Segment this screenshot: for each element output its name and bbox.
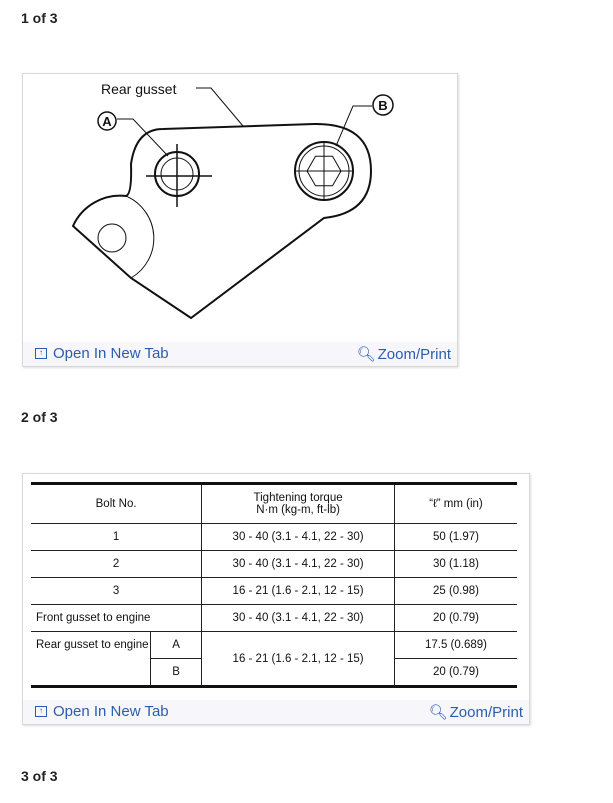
zoom-print-label: Zoom/Print: [377, 345, 451, 363]
bolt-cell: Rear gusset to engine: [31, 632, 150, 687]
table-row: [31, 551, 517, 578]
length-cell: 20 (0.79): [394, 605, 517, 632]
open-in-new-tab-link[interactable]: [35, 703, 169, 720]
sub-bolt-cell: B: [150, 659, 201, 687]
bolt-cell: 3: [31, 578, 202, 605]
table-row: [31, 632, 517, 659]
rear-gusset-label: Rear gusset: [101, 81, 177, 97]
figure-2-torque-table: [22, 473, 530, 725]
table-row: [31, 605, 517, 632]
new-tab-icon: ↑: [35, 706, 47, 717]
figure-2-footer: [23, 700, 529, 724]
torque-table: [31, 482, 517, 688]
figure-1-footer: [23, 342, 457, 366]
open-in-new-tab-label: Open In New Tab: [53, 703, 169, 720]
table-row: [31, 524, 517, 551]
table-row: [31, 578, 517, 605]
header-length: “ℓ” mm (in): [394, 484, 517, 524]
length-cell: 50 (1.97): [394, 524, 517, 551]
bolt-a-label: A: [102, 114, 112, 129]
header-torque-line2: N·m (kg-m, ft-lb): [256, 504, 340, 516]
zoom-print-link[interactable]: [429, 703, 523, 721]
length-cell: 17.5 (0.689): [394, 632, 517, 659]
magnifier-icon: 🔍︎: [428, 704, 448, 721]
zoom-print-label: Zoom/Print: [449, 703, 523, 721]
length-cell: 30 (1.18): [394, 551, 517, 578]
header-bolt-no: Bolt No.: [31, 484, 202, 524]
torque-cell: 30 - 40 (3.1 - 4.1, 22 - 30): [202, 551, 395, 578]
figure-1-rear-gusset: [22, 73, 458, 367]
zoom-print-link[interactable]: [357, 345, 451, 363]
rear-gusset-diagram: [23, 74, 457, 342]
open-in-new-tab-label: Open In New Tab: [53, 345, 169, 362]
bolt-cell: 2: [31, 551, 202, 578]
torque-cell: 30 - 40 (3.1 - 4.1, 22 - 30): [202, 605, 395, 632]
figure-counter-3: 3 of 3: [21, 768, 58, 784]
magnifier-icon: 🔍︎: [356, 346, 376, 363]
bolt-b-label: B: [378, 98, 388, 113]
figure-counter-1: 1 of 3: [21, 10, 58, 26]
figure-counter-2: 2 of 3: [21, 409, 58, 425]
torque-cell: 16 - 21 (1.6 - 2.1, 12 - 15): [202, 632, 395, 687]
sub-bolt-cell: A: [150, 632, 201, 659]
length-cell: 20 (0.79): [394, 659, 517, 687]
new-tab-icon: ↑: [35, 348, 47, 359]
torque-cell: 30 - 40 (3.1 - 4.1, 22 - 30): [202, 524, 395, 551]
bolt-cell: 1: [31, 524, 202, 551]
bolt-cell: Front gusset to engine: [31, 605, 202, 632]
torque-cell: 16 - 21 (1.6 - 2.1, 12 - 15): [202, 578, 395, 605]
header-torque-line1: Tightening torque: [253, 492, 343, 504]
header-torque: [202, 484, 395, 524]
open-in-new-tab-link[interactable]: [35, 345, 169, 362]
length-cell: 25 (0.98): [394, 578, 517, 605]
